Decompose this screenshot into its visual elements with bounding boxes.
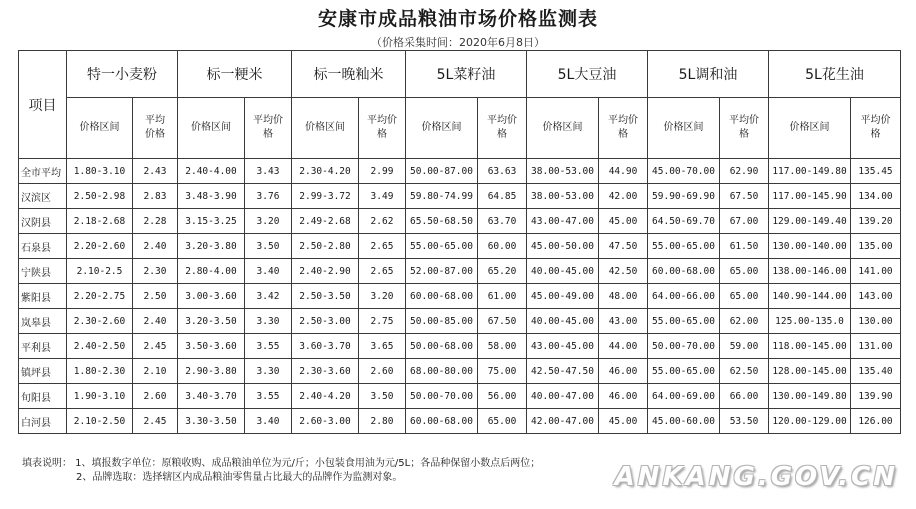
price-range-cell: 45.00-49.00 <box>527 284 599 309</box>
avg-price-cell: 3.55 <box>245 334 292 359</box>
price-range-cell: 129.00-149.40 <box>769 209 851 234</box>
price-range-cell: 130.00-149.80 <box>769 384 851 409</box>
avg-header: 平均价格 <box>720 98 769 159</box>
avg-price-cell: 2.45 <box>133 409 178 434</box>
avg-price-cell: 65.00 <box>720 259 769 284</box>
price-range-cell: 130.00-140.00 <box>769 234 851 259</box>
avg-price-cell: 131.00 <box>851 334 901 359</box>
price-range-cell: 2.40-2.90 <box>292 259 359 284</box>
table-row <box>19 184 901 209</box>
price-range-cell: 117.00-145.90 <box>769 184 851 209</box>
avg-price-cell: 2.80 <box>359 409 406 434</box>
collection-date: （价格采集时间：2020年6月8日） <box>371 36 545 49</box>
price-range-cell: 40.00-45.00 <box>527 259 599 284</box>
table-row <box>19 384 901 409</box>
price-range-cell: 60.00-68.00 <box>406 409 478 434</box>
price-range-cell: 2.50-3.50 <box>292 284 359 309</box>
table-body <box>19 159 901 434</box>
avg-price-cell: 65.20 <box>478 259 527 284</box>
avg-price-cell: 135.00 <box>851 234 901 259</box>
range-header: 价格区间 <box>178 98 245 159</box>
avg-price-cell: 3.20 <box>245 209 292 234</box>
range-header: 价格区间 <box>527 98 599 159</box>
avg-price-cell: 53.50 <box>720 409 769 434</box>
product-header: 5L菜籽油 <box>406 51 527 98</box>
price-range-cell: 3.15-3.25 <box>178 209 245 234</box>
avg-price-cell: 62.50 <box>720 359 769 384</box>
avg-price-cell: 130.00 <box>851 309 901 334</box>
region-cell: 汉滨区 <box>19 184 67 209</box>
note-line-2: 2、品牌选取：选择辖区内成品粮油零售量占比最大的品牌作为监测对象。 <box>76 472 403 483</box>
price-range-cell: 50.00-68.00 <box>406 334 478 359</box>
price-range-cell: 1.80-2.30 <box>67 359 133 384</box>
product-header: 5L花生油 <box>769 51 901 98</box>
price-range-cell: 125.00-135.0 <box>769 309 851 334</box>
price-range-cell: 60.00-68.00 <box>648 259 720 284</box>
price-range-cell: 117.00-149.80 <box>769 159 851 184</box>
avg-price-cell: 3.30 <box>245 309 292 334</box>
fill-instructions <box>22 457 540 485</box>
price-range-cell: 1.80-3.10 <box>67 159 133 184</box>
region-cell: 宁陕县 <box>19 259 67 284</box>
price-range-cell: 2.60-3.00 <box>292 409 359 434</box>
avg-price-cell: 3.49 <box>359 184 406 209</box>
price-range-cell: 55.00-65.00 <box>648 309 720 334</box>
note-line-1: 填表说明： 1、填报数字单位：原粮收购、成品粮油单位为元/斤；小包装食用油为元/5L；各品种保留小数点后两位； <box>22 458 541 469</box>
price-range-cell: 45.00-70.00 <box>648 159 720 184</box>
product-header: 标一粳米 <box>178 51 292 98</box>
avg-price-cell: 45.00 <box>599 209 648 234</box>
table-row <box>19 409 901 434</box>
price-range-cell: 50.00-87.00 <box>406 159 478 184</box>
avg-price-cell: 2.75 <box>359 309 406 334</box>
avg-price-cell: 65.00 <box>720 284 769 309</box>
price-range-cell: 3.48-3.90 <box>178 184 245 209</box>
product-header: 特一小麦粉 <box>67 51 178 98</box>
price-range-cell: 38.00-53.00 <box>527 184 599 209</box>
region-cell: 岚皋县 <box>19 309 67 334</box>
avg-price-cell: 2.28 <box>133 209 178 234</box>
avg-price-cell: 75.00 <box>478 359 527 384</box>
price-range-cell: 43.00-47.00 <box>527 209 599 234</box>
avg-price-cell: 56.00 <box>478 384 527 409</box>
price-range-cell: 128.00-145.00 <box>769 359 851 384</box>
price-range-cell: 2.20-2.60 <box>67 234 133 259</box>
range-header: 价格区间 <box>67 98 133 159</box>
avg-price-cell: 3.50 <box>245 234 292 259</box>
avg-price-cell: 3.55 <box>245 384 292 409</box>
price-range-cell: 2.49-2.68 <box>292 209 359 234</box>
price-range-cell: 45.00-50.00 <box>527 234 599 259</box>
avg-price-cell: 46.00 <box>599 359 648 384</box>
avg-price-cell: 2.60 <box>359 359 406 384</box>
avg-price-cell: 62.00 <box>720 309 769 334</box>
avg-price-cell: 43.00 <box>599 309 648 334</box>
price-range-cell: 3.00-3.60 <box>178 284 245 309</box>
avg-price-cell: 3.40 <box>245 259 292 284</box>
price-range-cell: 2.10-2.5 <box>67 259 133 284</box>
avg-price-cell: 2.65 <box>359 234 406 259</box>
avg-price-cell: 134.00 <box>851 184 901 209</box>
price-range-cell: 2.10-2.50 <box>67 409 133 434</box>
region-cell: 石泉县 <box>19 234 67 259</box>
avg-price-cell: 62.90 <box>720 159 769 184</box>
price-range-cell: 120.00-129.00 <box>769 409 851 434</box>
price-range-cell: 64.00-69.00 <box>648 384 720 409</box>
avg-price-cell: 3.43 <box>245 159 292 184</box>
table-row <box>19 234 901 259</box>
price-range-cell: 64.00-66.00 <box>648 284 720 309</box>
price-range-cell: 45.00-60.00 <box>648 409 720 434</box>
avg-price-cell: 2.62 <box>359 209 406 234</box>
price-range-cell: 43.00-45.00 <box>527 334 599 359</box>
price-range-cell: 40.00-45.00 <box>527 309 599 334</box>
avg-price-cell: 46.00 <box>599 384 648 409</box>
avg-price-cell: 135.45 <box>851 159 901 184</box>
price-range-cell: 50.00-85.00 <box>406 309 478 334</box>
region-cell: 汉阴县 <box>19 209 67 234</box>
avg-price-cell: 47.50 <box>599 234 648 259</box>
avg-price-cell: 126.00 <box>851 409 901 434</box>
table-row <box>19 359 901 384</box>
price-range-cell: 2.40-4.20 <box>292 384 359 409</box>
avg-header: 平均价格 <box>599 98 648 159</box>
avg-price-cell: 42.00 <box>599 184 648 209</box>
region-cell: 紫阳县 <box>19 284 67 309</box>
avg-price-cell: 3.30 <box>245 359 292 384</box>
avg-header: 平均价格 <box>133 98 178 159</box>
table-row <box>19 259 901 284</box>
avg-price-cell: 2.99 <box>359 159 406 184</box>
price-range-cell: 3.50-3.60 <box>178 334 245 359</box>
price-range-cell: 2.18-2.68 <box>67 209 133 234</box>
avg-price-cell: 2.10 <box>133 359 178 384</box>
avg-price-cell: 44.90 <box>599 159 648 184</box>
avg-price-cell: 139.90 <box>851 384 901 409</box>
avg-price-cell: 65.00 <box>478 409 527 434</box>
avg-price-cell: 2.83 <box>133 184 178 209</box>
table-row <box>19 159 901 184</box>
avg-price-cell: 3.76 <box>245 184 292 209</box>
price-range-cell: 64.50-69.70 <box>648 209 720 234</box>
price-range-cell: 118.00-145.00 <box>769 334 851 359</box>
avg-price-cell: 3.20 <box>359 284 406 309</box>
region-cell: 旬阳县 <box>19 384 67 409</box>
avg-price-cell: 3.40 <box>245 409 292 434</box>
avg-price-cell: 2.50 <box>133 284 178 309</box>
price-range-cell: 140.90-144.00 <box>769 284 851 309</box>
avg-price-cell: 3.65 <box>359 334 406 359</box>
price-range-cell: 2.40-2.50 <box>67 334 133 359</box>
subheader-row <box>19 98 901 159</box>
avg-price-cell: 60.00 <box>478 234 527 259</box>
price-range-cell: 40.00-47.00 <box>527 384 599 409</box>
avg-price-cell: 67.50 <box>478 309 527 334</box>
price-range-cell: 42.50-47.50 <box>527 359 599 384</box>
price-range-cell: 55.00-65.00 <box>648 234 720 259</box>
avg-price-cell: 59.00 <box>720 334 769 359</box>
price-range-cell: 65.50-68.50 <box>406 209 478 234</box>
price-range-cell: 138.00-146.00 <box>769 259 851 284</box>
avg-price-cell: 141.00 <box>851 259 901 284</box>
price-range-cell: 50.00-70.00 <box>406 384 478 409</box>
price-range-cell: 3.40-3.70 <box>178 384 245 409</box>
price-range-cell: 2.50-2.80 <box>292 234 359 259</box>
price-range-cell: 2.30-2.60 <box>67 309 133 334</box>
avg-price-cell: 2.40 <box>133 309 178 334</box>
avg-price-cell: 2.43 <box>133 159 178 184</box>
page-title: 安康市成品粮油市场价格监测表 <box>317 8 598 30</box>
price-range-cell: 3.20-3.50 <box>178 309 245 334</box>
region-cell: 平利县 <box>19 334 67 359</box>
avg-header: 平均价格 <box>478 98 527 159</box>
avg-price-cell: 3.42 <box>245 284 292 309</box>
avg-header: 平均价格 <box>851 98 901 159</box>
price-range-cell: 3.60-3.70 <box>292 334 359 359</box>
avg-price-cell: 61.00 <box>478 284 527 309</box>
site-watermark: ANKANG.GOV.CN <box>614 462 898 492</box>
price-range-cell: 2.20-2.75 <box>67 284 133 309</box>
avg-price-cell: 64.85 <box>478 184 527 209</box>
region-cell: 镇坪县 <box>19 359 67 384</box>
table-row <box>19 334 901 359</box>
price-range-cell: 60.00-68.00 <box>406 284 478 309</box>
price-range-cell: 50.00-70.00 <box>648 334 720 359</box>
price-range-cell: 68.00-80.00 <box>406 359 478 384</box>
price-range-cell: 2.50-2.98 <box>67 184 133 209</box>
product-header: 5L调和油 <box>648 51 769 98</box>
price-range-cell: 3.30-3.50 <box>178 409 245 434</box>
avg-price-cell: 67.50 <box>720 184 769 209</box>
price-range-cell: 38.00-53.00 <box>527 159 599 184</box>
avg-price-cell: 45.00 <box>599 409 648 434</box>
avg-price-cell: 67.00 <box>720 209 769 234</box>
avg-price-cell: 2.45 <box>133 334 178 359</box>
price-range-cell: 59.80-74.99 <box>406 184 478 209</box>
price-range-cell: 2.50-3.00 <box>292 309 359 334</box>
avg-price-cell: 2.65 <box>359 259 406 284</box>
price-table <box>18 50 901 434</box>
product-header: 5L大豆油 <box>527 51 648 98</box>
range-header: 价格区间 <box>648 98 720 159</box>
price-range-cell: 2.30-3.60 <box>292 359 359 384</box>
price-range-cell: 2.90-3.80 <box>178 359 245 384</box>
product-header-row <box>19 51 901 98</box>
price-range-cell: 55.00-65.00 <box>406 234 478 259</box>
range-header: 价格区间 <box>769 98 851 159</box>
avg-price-cell: 61.50 <box>720 234 769 259</box>
item-header: 项目 <box>19 51 67 159</box>
avg-price-cell: 58.00 <box>478 334 527 359</box>
price-range-cell: 1.90-3.10 <box>67 384 133 409</box>
price-range-cell: 2.40-4.00 <box>178 159 245 184</box>
avg-price-cell: 2.40 <box>133 234 178 259</box>
avg-price-cell: 143.00 <box>851 284 901 309</box>
avg-price-cell: 139.20 <box>851 209 901 234</box>
avg-header: 平均价格 <box>245 98 292 159</box>
region-cell: 全市平均 <box>19 159 67 184</box>
avg-price-cell: 2.30 <box>133 259 178 284</box>
avg-price-cell: 63.63 <box>478 159 527 184</box>
avg-price-cell: 44.00 <box>599 334 648 359</box>
avg-price-cell: 3.50 <box>359 384 406 409</box>
table-row <box>19 284 901 309</box>
price-range-cell: 3.20-3.80 <box>178 234 245 259</box>
table-row <box>19 209 901 234</box>
avg-price-cell: 135.40 <box>851 359 901 384</box>
region-cell: 白河县 <box>19 409 67 434</box>
price-range-cell: 52.00-87.00 <box>406 259 478 284</box>
table-row <box>19 309 901 334</box>
price-range-cell: 55.00-65.00 <box>648 359 720 384</box>
avg-price-cell: 66.00 <box>720 384 769 409</box>
price-range-cell: 42.00-47.00 <box>527 409 599 434</box>
avg-price-cell: 63.70 <box>478 209 527 234</box>
avg-price-cell: 48.00 <box>599 284 648 309</box>
range-header: 价格区间 <box>292 98 359 159</box>
price-range-cell: 59.90-69.90 <box>648 184 720 209</box>
product-header: 标一晚籼米 <box>292 51 406 98</box>
avg-price-cell: 42.50 <box>599 259 648 284</box>
avg-price-cell: 2.60 <box>133 384 178 409</box>
price-range-cell: 2.99-3.72 <box>292 184 359 209</box>
range-header: 价格区间 <box>406 98 478 159</box>
price-range-cell: 2.80-4.00 <box>178 259 245 284</box>
price-range-cell: 2.30-4.20 <box>292 159 359 184</box>
avg-header: 平均价格 <box>359 98 406 159</box>
